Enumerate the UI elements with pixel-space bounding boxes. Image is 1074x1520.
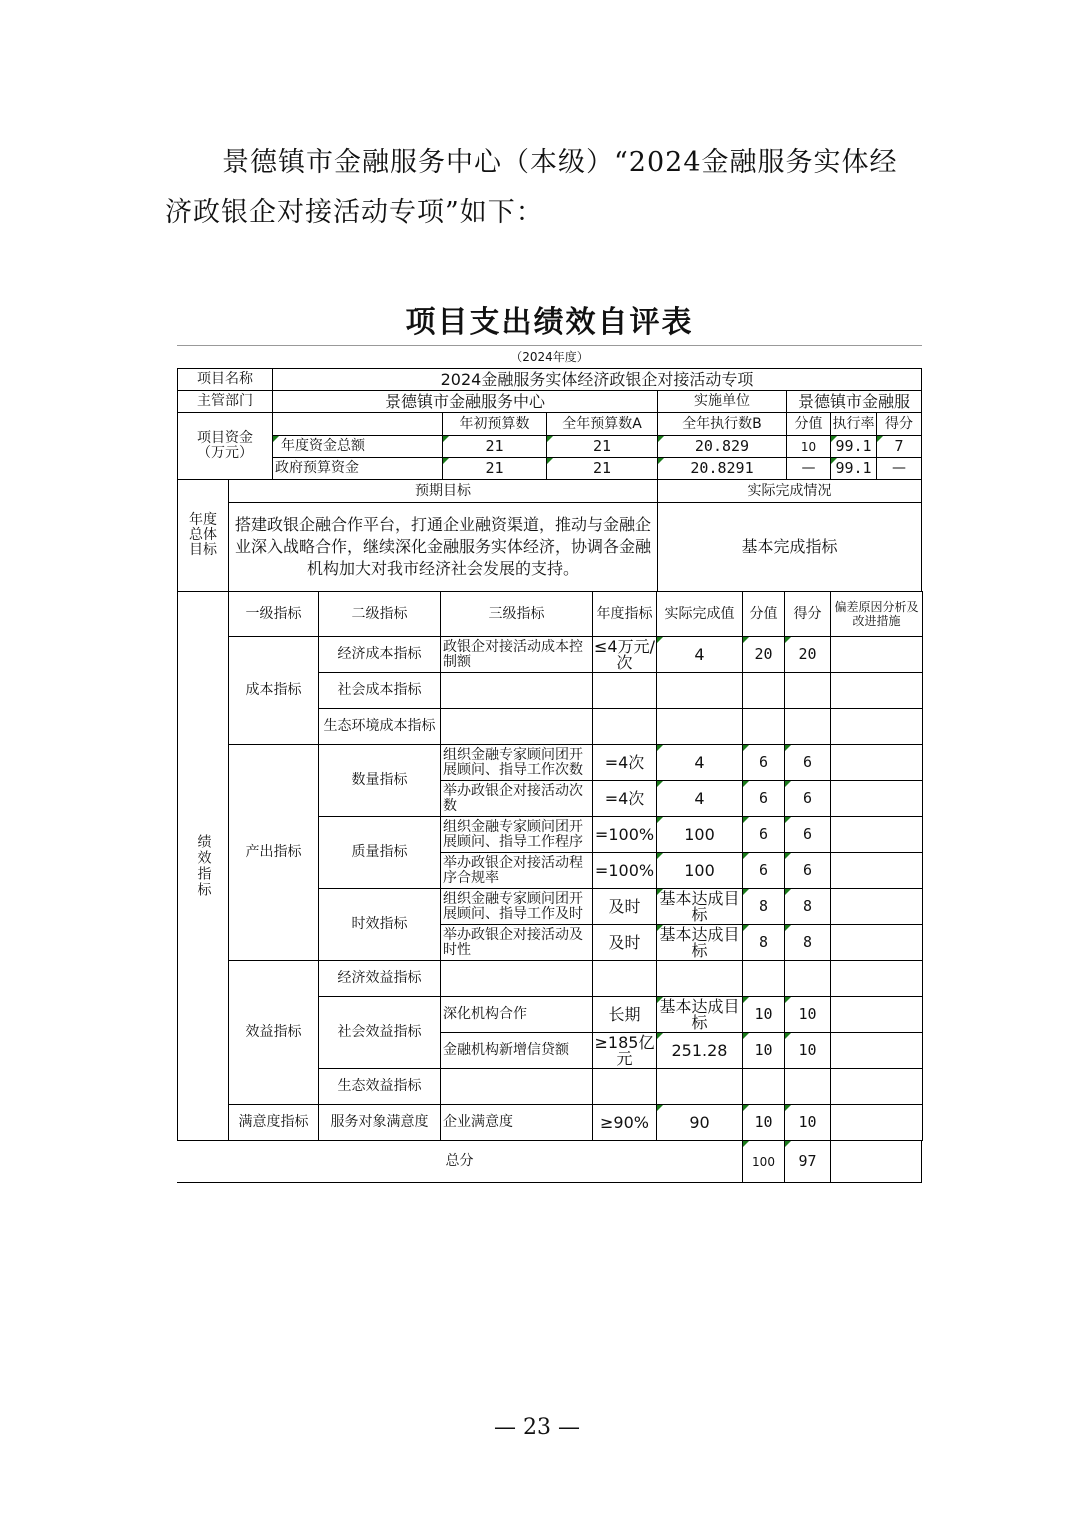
score-cell [784,708,831,745]
score-cell: 6 [784,780,831,817]
level3-cell: 组织金融专家顾问团开展顾问、指导工作及时 [440,888,593,925]
funds-header: 全年执行数B [657,412,787,436]
self-evaluation-form [0,300,1074,1184]
funds-label: 项目资金（万元） [177,412,273,480]
level3-cell: 金融机构新增信贷额 [440,1032,593,1069]
target-cell: 长期 [592,996,657,1033]
value-cell: 10 [742,1032,785,1069]
value-cell [742,672,785,709]
score-cell: 6 [784,816,831,853]
value-cell: 6 [742,780,785,817]
level1-cell: 成本指标 [228,636,319,745]
funds-cell: 21 [442,435,547,458]
target-cell: ≤4万元/次 [592,636,657,673]
level3-cell [440,708,593,745]
funds-cell: 10 [786,435,831,458]
score-cell: 10 [784,1032,831,1069]
value-cell: 10 [742,1104,785,1141]
value-cell [742,960,785,997]
level2-cell: 质量指标 [318,816,441,889]
actual-cell: 4 [656,744,743,781]
total-label: 总分 [177,1140,743,1183]
remark-cell [830,816,923,853]
funds-header: 年初预算数 [442,412,547,436]
actual-cell [656,708,743,745]
funds-cell: — [786,457,831,480]
target-cell [592,708,657,745]
perf-header: 分值 [742,591,785,637]
target-cell [592,672,657,709]
perf-header: 二级指标 [318,591,441,637]
remark-cell [830,924,923,961]
value-cell [742,708,785,745]
remark-cell [830,672,923,709]
project-name: 2024金融服务实体经济政银企对接活动专项 [272,368,922,391]
level2-cell: 社会效益指标 [318,996,441,1069]
level3-cell [440,1068,593,1105]
perf-header: 三级指标 [440,591,593,637]
actual-cell: 251.28 [656,1032,743,1069]
level1-cell: 满意度指标 [228,1104,319,1141]
score-cell: 6 [784,852,831,889]
actual-cell: 基本达成目标 [656,888,743,925]
score-cell: 8 [784,924,831,961]
dept-label: 主管部门 [177,390,273,413]
target-cell: =100% [592,852,657,889]
project-name-label: 项目名称 [177,368,273,391]
perf-label-text: 绩效指标 [195,834,212,898]
target-cell: 及时 [592,924,657,961]
remark-cell [830,1032,923,1069]
actual-text: 基本完成指标 [657,502,922,592]
level3-cell: 深化机构合作 [440,996,593,1033]
actual-label: 实际完成情况 [657,479,922,503]
value-cell: 8 [742,888,785,925]
level3-cell: 政银企对接活动成本控制额 [440,636,593,673]
perf-header: 偏差原因分析及改进措施 [830,591,923,637]
score-cell: 10 [784,996,831,1033]
funds-header: 得分 [876,412,922,436]
target-cell: =4次 [592,744,657,781]
target-cell: 及时 [592,888,657,925]
level3-cell [440,960,593,997]
score-cell: 6 [784,744,831,781]
total-remark [830,1140,922,1183]
value-cell: 6 [742,744,785,781]
form-title: 项目支出绩效自评表 [405,304,694,340]
actual-cell: 基本达成目标 [656,996,743,1033]
funds-row-label: 年度资金总额 [272,435,443,458]
perf-label [177,591,229,1140]
remark-cell [830,636,923,673]
total-score: 97 [784,1140,831,1183]
funds-cell: 21 [546,435,658,458]
remark-cell [830,852,923,889]
level3-cell: 组织金融专家顾问团开展顾问、指导工作次数 [440,744,593,781]
actual-cell: 4 [656,780,743,817]
value-cell: 10 [742,996,785,1033]
perf-header: 实际完成值 [656,591,743,637]
target-cell [592,960,657,997]
remark-cell [830,780,923,817]
funds-header: 执行率 [830,412,877,436]
intro-line-2: 济政银企对接活动专项”如下： [165,197,544,228]
total-value: 100 [742,1140,785,1183]
target-cell: =4次 [592,780,657,817]
score-cell: 10 [784,1104,831,1141]
level3-cell: 举办政银企对接活动程序合规率 [440,852,593,889]
funds-cell: 21 [442,457,547,480]
score-cell [784,960,831,997]
expected-text: 搭建政银企融合作平台，打通企业融资渠道，推动与金融企业深入战略合作，继续深化金融服务实体经济，协调各金融机构加大对我市经济社会发展的支持。 [228,502,658,592]
actual-cell: 100 [656,816,743,853]
funds-header: 分值 [786,412,831,436]
intro-paragraph [165,138,965,238]
funds-cell: 20.8291 [657,457,787,480]
funds-cell: 20.829 [657,435,787,458]
level1-cell: 产出指标 [228,744,319,961]
funds-cell: 99.1 [830,435,877,458]
level2-cell: 时效指标 [318,888,441,961]
impl-label: 实施单位 [657,390,787,413]
remark-cell [830,996,923,1033]
dept-value: 景德镇市金融服务中心 [272,390,658,413]
target-cell: ≥90% [592,1104,657,1141]
level3-cell: 举办政银企对接活动次数 [440,780,593,817]
actual-cell: 基本达成目标 [656,924,743,961]
level2-cell: 社会成本指标 [318,672,441,709]
remark-cell [830,960,923,997]
funds-cell: 7 [876,435,922,458]
perf-header: 得分 [784,591,831,637]
level3-cell [440,672,593,709]
perf-header: 一级指标 [228,591,319,637]
score-cell [784,1068,831,1105]
funds-header-blank [272,412,443,436]
funds-row-label: 政府预算资金 [272,457,443,480]
funds-header: 全年预算数A [546,412,658,436]
level1-cell: 效益指标 [228,960,319,1105]
score-cell: 20 [784,636,831,673]
remark-cell [830,708,923,745]
level2-cell: 数量指标 [318,744,441,817]
value-cell [742,1068,785,1105]
impl-value: 景德镇市金融服 [786,390,922,413]
funds-cell: 21 [546,457,658,480]
actual-cell [656,672,743,709]
level3-cell: 举办政银企对接活动及时性 [440,924,593,961]
goal-label: 年度总体目标 [177,479,229,592]
form-year: （2024年度） [177,345,922,368]
level2-cell: 经济成本指标 [318,636,441,673]
target-cell [592,1068,657,1105]
actual-cell: 4 [656,636,743,673]
intro-line-1: 景德镇市金融服务中心（本级）“2024金融服务实体经 [222,147,898,178]
actual-cell: 100 [656,852,743,889]
funds-cell: 99.1 [830,457,877,480]
level2-cell: 服务对象满意度 [318,1104,441,1141]
page-number: — 23 — [494,1415,580,1440]
remark-cell [830,744,923,781]
value-cell: 6 [742,852,785,889]
level3-cell: 组织金融专家顾问团开展顾问、指导工作程序 [440,816,593,853]
level2-cell: 经济效益指标 [318,960,441,997]
target-cell: =100% [592,816,657,853]
value-cell: 8 [742,924,785,961]
remark-cell [830,1068,923,1105]
remark-cell [830,1104,923,1141]
score-cell [784,672,831,709]
level2-cell: 生态效益指标 [318,1068,441,1105]
remark-cell [830,888,923,925]
actual-cell [656,960,743,997]
level3-cell: 企业满意度 [440,1104,593,1141]
level2-cell: 生态环境成本指标 [318,708,441,745]
value-cell: 20 [742,636,785,673]
funds-cell: — [876,457,922,480]
value-cell: 6 [742,816,785,853]
actual-cell [656,1068,743,1105]
actual-cell: 90 [656,1104,743,1141]
target-cell: ≥185亿元 [592,1032,657,1069]
expected-label: 预期目标 [228,479,658,503]
score-cell: 8 [784,888,831,925]
perf-header: 年度指标 [592,591,657,637]
